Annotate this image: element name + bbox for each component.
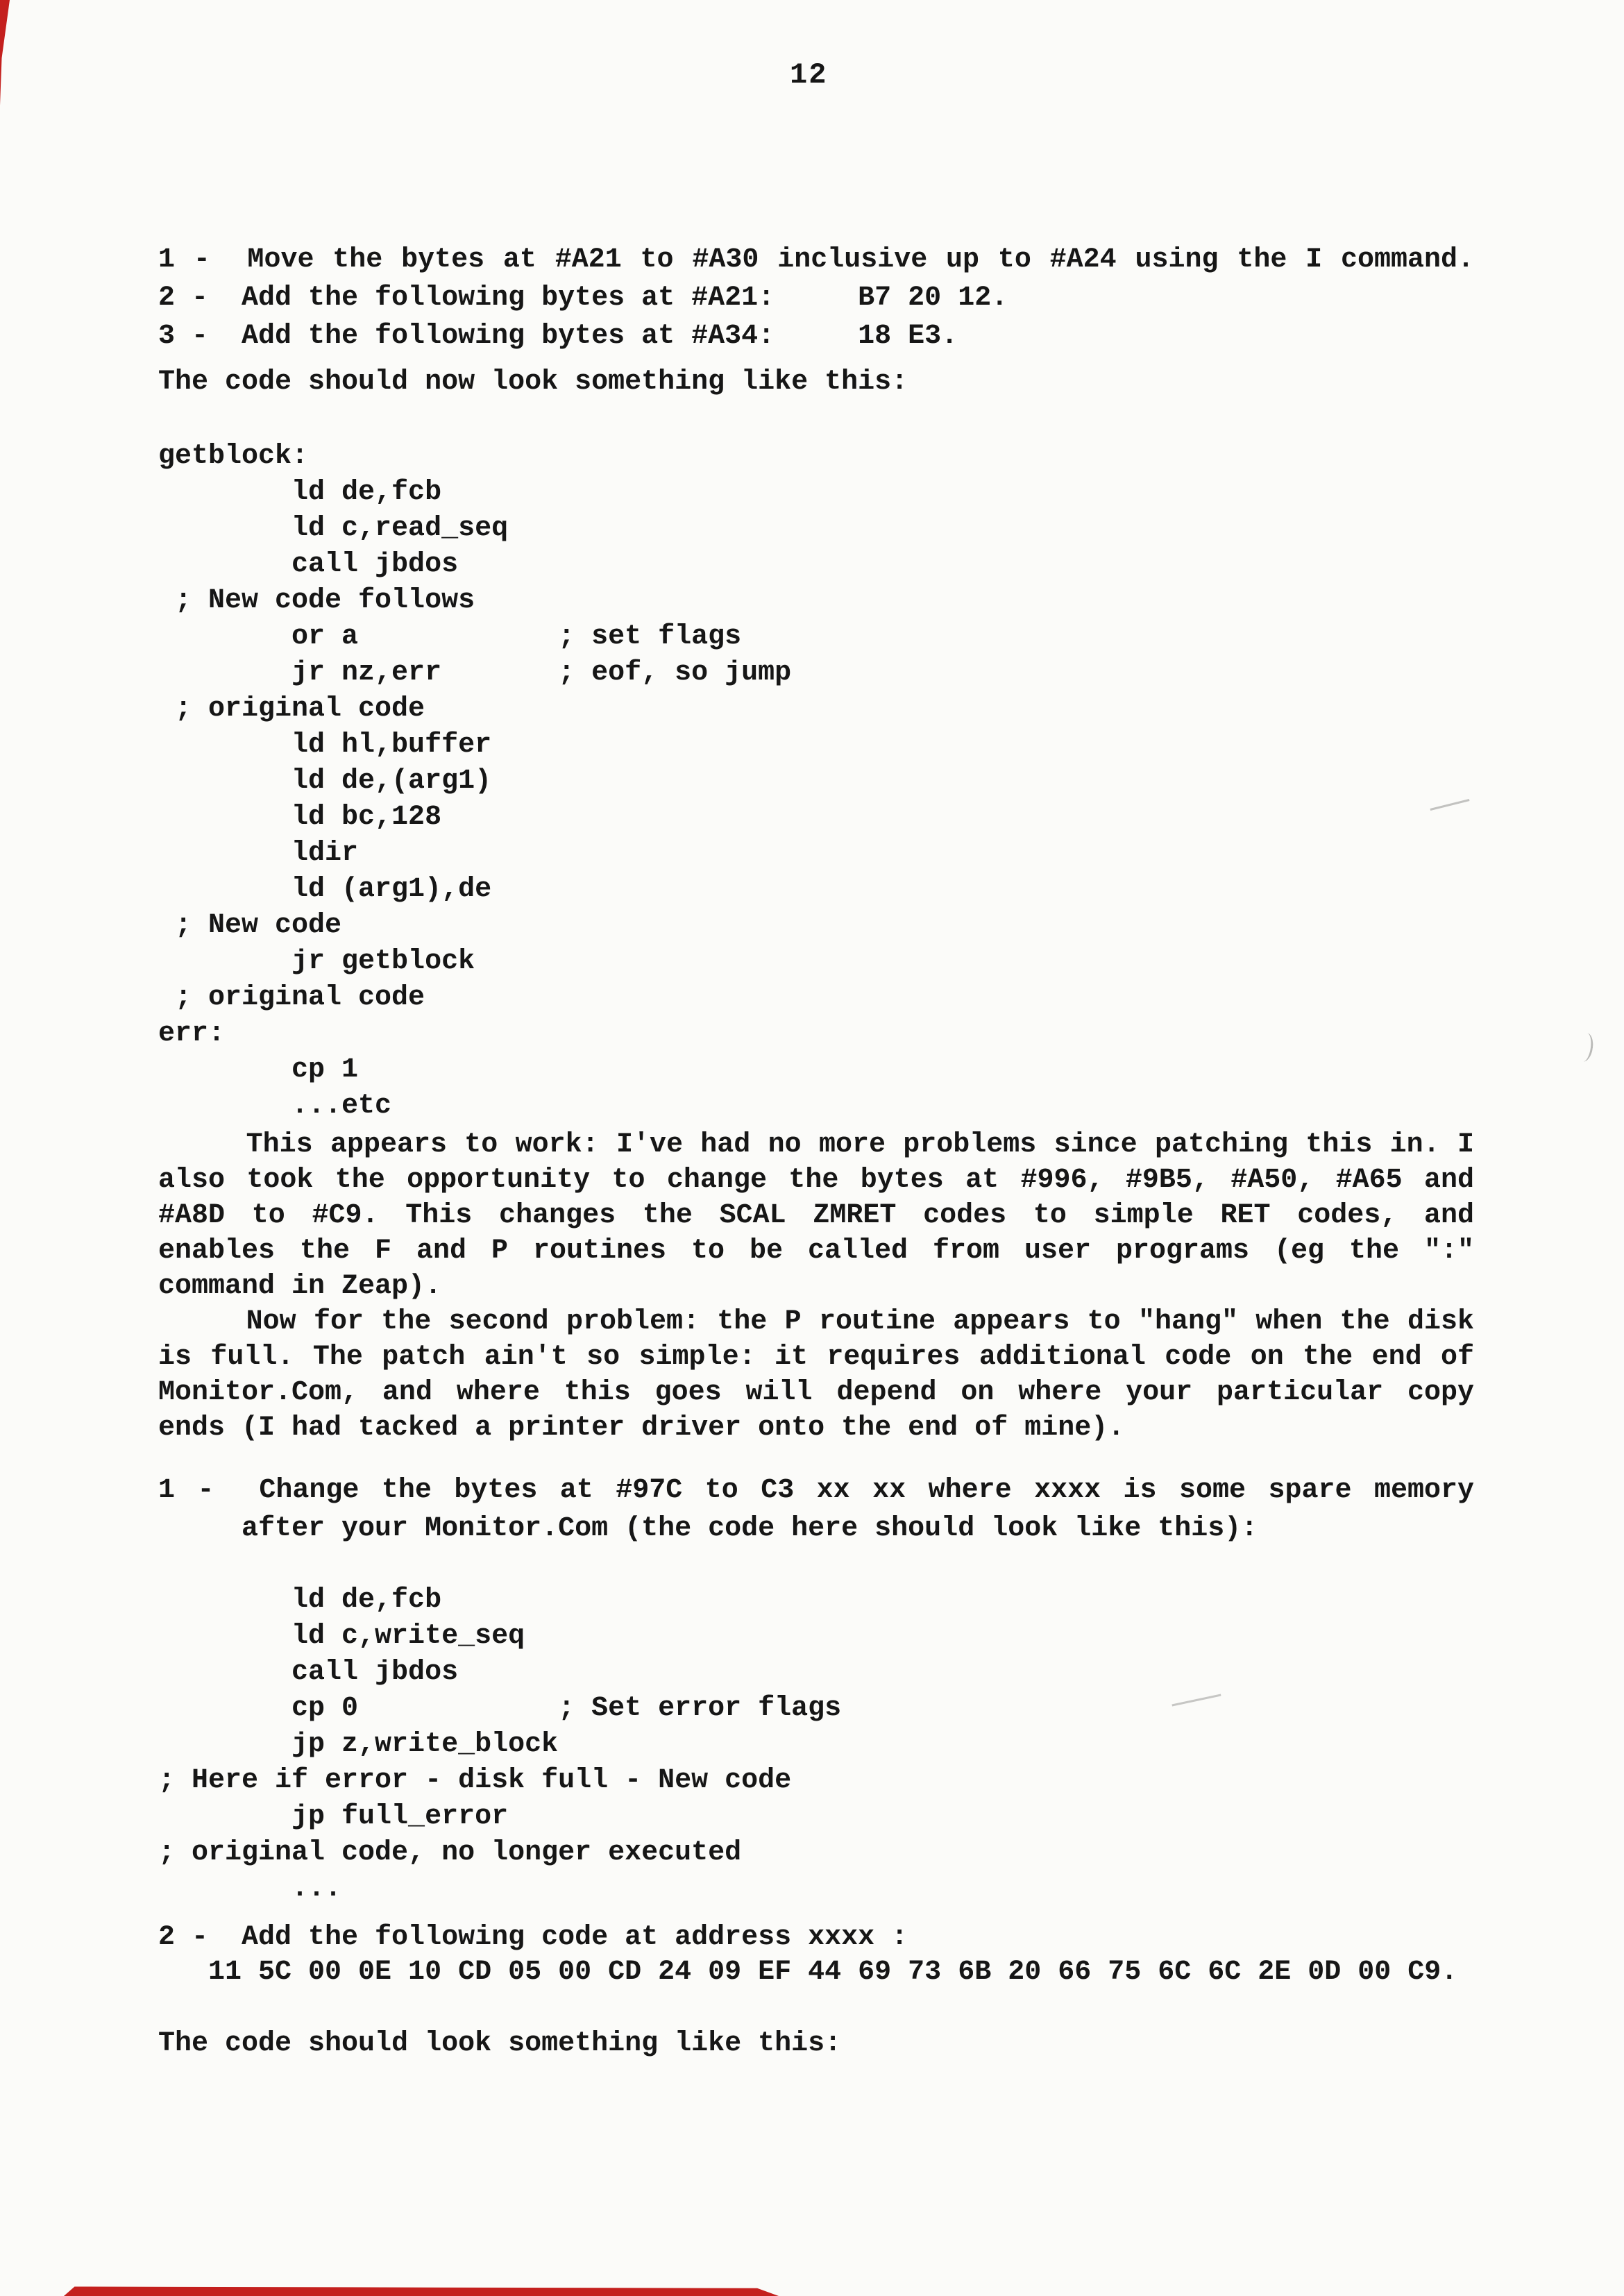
hex-bytes-line: 11 5C 00 0E 10 CD 05 00 CD 24 09 EF 44 69 73 6B 20 66 75 6C 6C 2E 0D 00 C9. (158, 1957, 1458, 1988)
red-scan-mark-top-left (0, 0, 10, 105)
code-line: ld hl,buffer (158, 729, 492, 761)
code-line: ; original code, no longer executed (158, 1837, 742, 1868)
code-line: ; original code (158, 693, 425, 725)
code-line: ld bc,128 (158, 802, 442, 833)
code-line: or a ; set flags (158, 621, 742, 652)
paragraph-2 (158, 1304, 1474, 1446)
paragraph-line: enables the F and P routines to be called from user programs (eg the ":" (158, 1235, 1474, 1267)
code-line: jr getblock (158, 946, 475, 977)
list-line: 3 - Add the following bytes at #A34: 18 E3. (158, 321, 958, 352)
code-line: call jbdos (158, 549, 459, 580)
text-line: The code should look something like this: (158, 2028, 842, 2059)
patch-steps-list (158, 241, 1474, 355)
code-line: getblock: (158, 441, 309, 472)
list-line: 2 - Add the following bytes at #A21: B7 20 12. (158, 282, 1008, 314)
code-line: ; original code (158, 982, 425, 1013)
code-line: ; New code (158, 910, 342, 941)
paragraph-line: ends (I had tacked a printer driver onto the end of mine). (158, 1412, 1125, 1444)
code-line: ld de,fcb (158, 1585, 442, 1616)
code-line: ld de,fcb (158, 477, 442, 508)
outro-sentence (158, 2025, 841, 2063)
code-line: jr nz,err ; eof, so jump (158, 657, 792, 689)
paragraph-line: This appears to work: I've had no more problems since patching this in. I (158, 1129, 1474, 1160)
list-line: after your Monitor.Com (the code here should look like this): (158, 1513, 1258, 1544)
assembly-listing-getblock (158, 439, 791, 1124)
paragraph-line: command in Zeap). (158, 1271, 442, 1302)
paragraph-line: Monitor.Com, and where this goes will depend on where your particular copy (158, 1377, 1474, 1408)
scan-artifact (1430, 799, 1469, 811)
code-line: call jbdos (158, 1657, 459, 1688)
paragraph-line: Now for the second problem: the P routine appears to "hang" when the disk (158, 1306, 1474, 1337)
list-line: 2 - Add the following code at address xxxx : (158, 1922, 908, 1953)
code-line: ld (arg1),de (158, 874, 492, 905)
code-line: ; New code follows (158, 585, 475, 616)
second-patch-step-2 (158, 1921, 1457, 1990)
assembly-listing-write (158, 1582, 841, 1907)
list-line: 1 - Move the bytes at #A21 to #A30 inclusive up to #A24 using the I command. (158, 244, 1474, 276)
second-patch-step-1 (158, 1471, 1474, 1548)
paragraph-line: is full. The patch ain't so simple: it requires additional code on the end of (158, 1342, 1474, 1373)
list-line: 1 - Change the bytes at #97C to C3 xx xx where xxxx is some spare memory (158, 1475, 1474, 1506)
code-line: ld c,write_seq (158, 1621, 525, 1652)
code-line: ld de,(arg1) (158, 766, 492, 797)
code-line: cp 0 ; Set error flags (158, 1693, 842, 1724)
scan-artifact (1172, 1694, 1221, 1707)
code-line: err: (158, 1018, 226, 1049)
code-line: ldir (158, 838, 359, 869)
text-line: The code should now look something like this: (158, 366, 908, 398)
code-line: ... (158, 1873, 342, 1905)
code-line: jp z,write_block (158, 1729, 559, 1760)
code-line: jp full_error (158, 1801, 509, 1832)
red-scan-mark-bottom (64, 2286, 779, 2296)
body-paragraphs (158, 1127, 1474, 1446)
page-number: 12 (790, 58, 828, 92)
scan-artifact (1578, 1032, 1595, 1063)
intro-sentence (158, 363, 908, 401)
code-line: cp 1 (158, 1054, 359, 1086)
code-line: ld c,read_seq (158, 513, 509, 544)
code-line: ...etc (158, 1090, 392, 1122)
paragraph-line: also took the opportunity to change the bytes at #996, #9B5, #A50, #A65 and (158, 1165, 1474, 1196)
paragraph-1 (158, 1127, 1474, 1304)
paragraph-line: #A8D to #C9. This changes the SCAL ZMRET codes to simple RET codes, and (158, 1200, 1474, 1231)
code-line: ; Here if error - disk full - New code (158, 1765, 792, 1796)
